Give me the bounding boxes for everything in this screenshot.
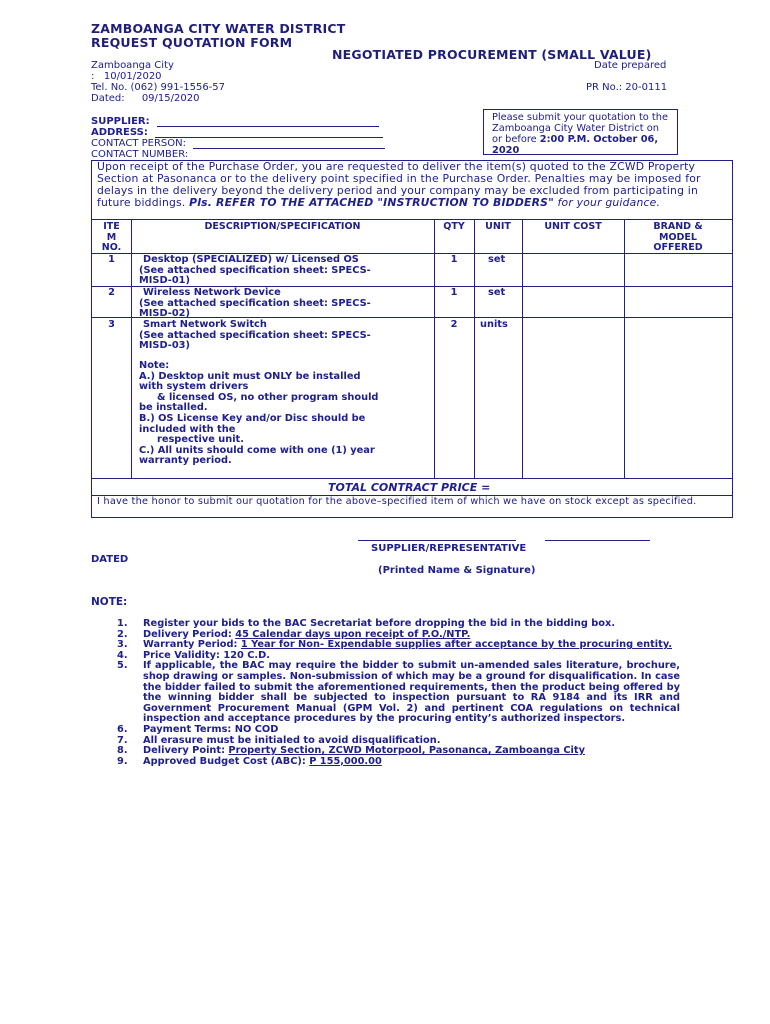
row-1-no: 1 — [108, 254, 115, 265]
contact-person-field[interactable] — [193, 148, 385, 149]
dated-row — [91, 93, 199, 104]
row-3-note: Note: A.) Desktop unit must ONLY be installed with system drivers & licensed OS, no other program should be installed. B.) OS License Key and/or Disc should be included with the respective unit. C.) All units should come with one (1) year warranty period. — [139, 361, 429, 467]
row-3-description: Smart Network Switch (See attached specification sheet: SPECS- MISD-03) — [139, 319, 371, 352]
intro-text: Upon receipt of the Purchase Order, you are requested to deliver the item(s) quoted to the ZCWD Property Section at Pasonanca or to the delivery point specified in the Purchase Order. Penalties may be imposed for delays in the delivery beyond the delivery period and your company may be excluded from participating in future biddings. — [97, 160, 701, 209]
row-3-unit: units — [480, 319, 508, 330]
header-unit-cost: UNIT COST — [544, 221, 602, 232]
row-1-qty: 1 — [450, 254, 458, 265]
note-item: 5. If applicable, the BAC may require the bidder to submit un-amended sales literature, brochure, shop drawing or samples. Non-submission of which may be a ground for disqualification. In case the bidder failed to submit the aforementioned requirements, then the product being offered by the winning bidder shall be subjected to inspection pursuant to RA 9184 and its IRR and Government Procurement Manual (GPM Vol. 2) and pertinent COA regulations on technical inspection and acceptance procedures by the procuring entity’s authorized inspectors. — [117, 660, 680, 725]
city: Zamboanga City — [91, 60, 174, 71]
total-contract-price-label: TOTAL CONTRACT PRICE = — [328, 481, 491, 494]
contact-person-row — [91, 138, 385, 149]
procurement-mode: NEGOTIATED PROCUREMENT (SMALL VALUE) — [332, 47, 652, 62]
header-description: DESCRIPTION/SPECIFICATION — [204, 221, 361, 232]
contact-number-label: CONTACT NUMBER: — [91, 149, 189, 160]
intro-tail: for your guidance. — [557, 196, 661, 209]
notes-title: NOTE: — [91, 596, 128, 608]
date-line: : 10/01/2020 — [91, 71, 162, 82]
form-title: REQUEST QUOTATION FORM — [91, 35, 293, 50]
address-row — [91, 127, 383, 138]
row-1-description: Desktop (SPECIALIZED) w/ Licensed OS (See attached specification sheet: SPECS- MISD-01) — [139, 254, 371, 287]
note-item: 4. Price Validity: 120 C.D. — [117, 649, 271, 661]
pr-number: PR No.: 20-0111 — [586, 82, 668, 93]
note-item: 9. Approved Budget Cost (ABC): P 155,000.00 — [117, 755, 382, 767]
header-unit: UNIT — [485, 221, 511, 232]
note-title: Note: — [139, 360, 170, 371]
note-item: 7. All erasure must be initialed to avoid disqualification. — [117, 734, 441, 746]
intro-paragraph — [97, 161, 727, 209]
header-qty: QTY — [443, 221, 465, 232]
submission-notice — [483, 109, 678, 155]
row-2-qty: 1 — [450, 287, 458, 298]
dated-label: Dated: — [91, 93, 125, 104]
note-item: 1. Register your bids to the BAC Secretariat before dropping the bid in the bidding box. — [117, 618, 616, 629]
note-item: 3. Warranty Period: 1 Year for Non- Expendable supplies after acceptance by the procuring entity. — [117, 639, 673, 651]
row-3-qty: 2 — [450, 319, 458, 330]
row-1-unit: set — [488, 254, 506, 265]
row-2-no: 2 — [108, 287, 115, 298]
header-brand-model: BRAND & MODEL OFFERED — [653, 221, 703, 253]
supplier-representative-label: SUPPLIER/REPRESENTATIVE — [371, 543, 527, 554]
row-2-unit: set — [488, 287, 506, 298]
supplier-label: SUPPLIER: — [91, 116, 150, 127]
notice-deadline: 2:00 P.M. — [539, 134, 591, 145]
date-line[interactable] — [545, 540, 650, 541]
quotation-table — [91, 160, 733, 518]
intro-emphasis: Pls. REFER TO THE ATTACHED "INSTRUCTION TO BIDDERS" — [189, 196, 554, 209]
row-2-description: Wireless Network Device (See attached specification sheet: SPECS- MISD-02) — [139, 287, 371, 320]
header-item-no: ITE M NO. — [101, 221, 122, 253]
date-prepared: Date prepared — [594, 60, 667, 71]
notes-list — [117, 619, 680, 767]
notice-date: October 06, 2020 — [492, 134, 659, 155]
note-item: 8. Delivery Point: Property Section, ZCWD Motorpool, Pasonanca, Zamboanga City — [117, 745, 585, 757]
printed-name-signature: (Printed Name & Signature) — [378, 565, 536, 576]
signature-line[interactable] — [358, 540, 516, 541]
telephone: Tel. No. (062) 991-1556-57 — [91, 82, 226, 93]
contact-person-label: CONTACT PERSON: — [91, 138, 186, 149]
org-name: ZAMBOANGA CITY WATER DISTRICT — [91, 21, 346, 36]
notice-text: Please submit your quotation to the Zamboanga City Water District on or before — [492, 112, 668, 145]
note-item: 2. Delivery Period: 45 Calendar days upon receipt of P.O./NTP. — [117, 628, 471, 640]
supplier-row — [91, 116, 379, 127]
honor-statement: I have the honor to submit our quotation for the above–specified item of which we have on stock except as specified. — [97, 496, 697, 507]
dated-value: 09/15/2020 — [141, 93, 200, 104]
address-label: ADDRESS: — [91, 127, 148, 138]
note-item: 6. Payment Terms: NO COD — [117, 723, 279, 735]
row-3-no: 3 — [108, 319, 115, 330]
dated-label-bottom: DATED — [91, 554, 129, 565]
